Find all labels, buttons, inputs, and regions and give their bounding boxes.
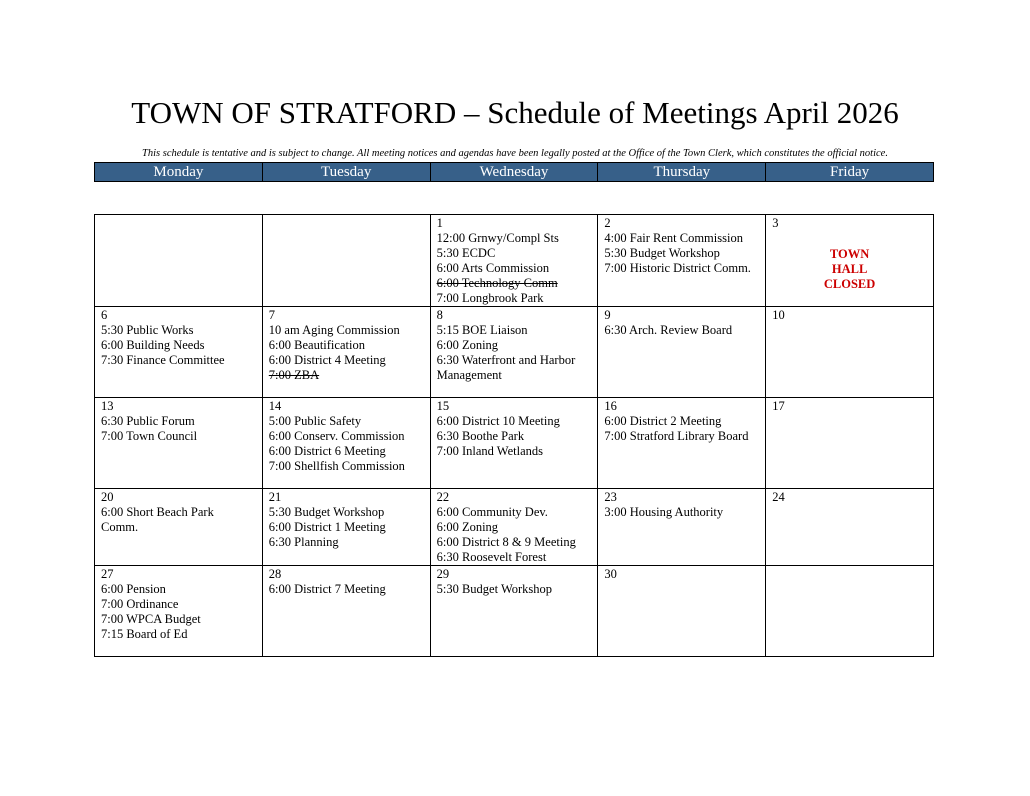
meeting-entry: 6:00 District 1 Meeting xyxy=(268,520,386,534)
meeting-entry: 7:30 Finance Committee xyxy=(101,353,225,367)
meeting-entry: 6:00 Zoning xyxy=(436,338,499,352)
calendar-cell xyxy=(766,215,934,307)
meeting-entry: 4:00 Fair Rent Commission xyxy=(604,231,743,245)
meeting-entry: 5:30 ECDC xyxy=(436,246,496,260)
calendar-cell xyxy=(430,566,598,657)
calendar-cell xyxy=(766,398,934,489)
meeting-entry: 7:00 Ordinance xyxy=(101,597,179,611)
calendar-cell xyxy=(766,307,934,398)
meeting-entry: 6:00 Community Dev. xyxy=(436,505,548,519)
meeting-entry: 6:00 District 7 Meeting xyxy=(268,582,386,596)
meeting-entry: 6:00 Conserv. Commission xyxy=(268,429,405,443)
meeting-entry: 6:00 Pension xyxy=(101,582,166,596)
day-number: 7 xyxy=(268,308,276,322)
calendar-cell xyxy=(598,307,766,398)
meeting-entry: 7:00 Town Council xyxy=(101,429,198,443)
meeting-entry: 6:00 District 2 Meeting xyxy=(604,414,722,428)
closed-notice-line: CLOSED xyxy=(823,277,876,291)
meeting-entry: 7:00 Stratford Library Board xyxy=(604,429,749,443)
disclaimer-note: This schedule is tentative and is subject to change. All meeting notices and agendas have been legally posted at the Office of the Town Clerk, which constitutes the official notice. xyxy=(142,148,888,159)
day-number: 14 xyxy=(268,399,282,413)
calendar-cell xyxy=(262,566,430,657)
day-number: 20 xyxy=(101,490,114,504)
day-number: 9 xyxy=(604,308,611,322)
day-number: 13 xyxy=(101,399,114,413)
calendar-cell xyxy=(766,489,934,566)
meeting-entry: 5:00 Public Safety xyxy=(268,414,362,428)
calendar-cell-empty xyxy=(262,215,430,307)
meeting-entry: 6:00 Arts Commission xyxy=(436,261,550,275)
meeting-entry: 6:30 Boothe Park xyxy=(436,429,525,443)
meeting-entry: 7:00 Inland Wetlands xyxy=(436,444,543,458)
day-number: 29 xyxy=(436,567,450,581)
meeting-entry: 7:00 WPCA Budget xyxy=(101,612,201,626)
weekday-header xyxy=(94,162,934,182)
day-number: 15 xyxy=(436,399,450,413)
calendar-cell xyxy=(262,398,430,489)
meeting-entry: 7:00 Longbrook Park xyxy=(436,291,544,305)
meeting-entry: 6:00 District 4 Meeting xyxy=(268,353,386,367)
meeting-entry: 6:30 Planning xyxy=(268,535,339,549)
calendar-grid xyxy=(94,214,934,657)
day-number: 16 xyxy=(604,399,617,413)
town-hall-closed-notice xyxy=(772,247,927,292)
meeting-entry-cancelled: 7:00 ZBA xyxy=(268,368,320,382)
calendar-week xyxy=(95,566,934,657)
day-number: 22 xyxy=(436,490,450,504)
calendar-week xyxy=(95,398,934,489)
meeting-entry: 6:00 Short Beach Park xyxy=(101,505,214,519)
day-number: 28 xyxy=(268,567,282,581)
calendar-cell xyxy=(430,215,598,307)
meeting-entry: 5:15 BOE Liaison xyxy=(436,323,528,337)
page-title: TOWN OF STRATFORD – Schedule of Meetings April 2026 xyxy=(131,95,899,130)
meeting-entry: 7:00 Historic District Comm. xyxy=(604,261,751,275)
meeting-entry: 7:15 Board of Ed xyxy=(101,627,188,641)
day-number: 6 xyxy=(101,308,108,322)
weekday-thursday: Thursday xyxy=(598,163,766,182)
calendar-cell xyxy=(95,307,263,398)
meeting-entry-cancelled: 6:00 Technology Comm xyxy=(436,276,558,290)
day-number: 27 xyxy=(101,567,114,581)
calendar-cell xyxy=(430,489,598,566)
meeting-entry: 5:30 Budget Workshop xyxy=(268,505,385,519)
calendar-cell xyxy=(95,566,263,657)
weekday-tuesday: Tuesday xyxy=(262,163,430,182)
day-number: 24 xyxy=(772,490,785,504)
day-number: 30 xyxy=(604,567,617,581)
meeting-entry: 6:30 Public Forum xyxy=(101,414,195,428)
calendar-cell xyxy=(598,566,766,657)
day-number: 17 xyxy=(772,399,785,413)
calendar-cell xyxy=(262,489,430,566)
weekday-wednesday: Wednesday xyxy=(430,163,598,182)
calendar-cell xyxy=(598,398,766,489)
day-number: 8 xyxy=(436,308,443,322)
closed-notice-line: TOWN xyxy=(829,247,870,261)
day-number: 21 xyxy=(268,490,282,504)
calendar-cell-empty xyxy=(766,566,934,657)
calendar-cell xyxy=(262,307,430,398)
meeting-entry: 5:30 Public Works xyxy=(101,323,194,337)
meeting-entry: 6:30 Waterfront and Harbor xyxy=(436,353,576,367)
meeting-entry: 10 am Aging Commission xyxy=(268,323,400,337)
meeting-entry: 6:30 Arch. Review Board xyxy=(604,323,733,337)
meeting-entry: 6:00 District 10 Meeting xyxy=(436,414,560,428)
meeting-entry: 6:00 Beautification xyxy=(268,338,365,352)
meeting-entry: 12:00 Grnwy/Compl Sts xyxy=(436,231,559,245)
day-number: 2 xyxy=(604,216,611,230)
weekday-friday: Friday xyxy=(766,163,934,182)
meeting-entry: 5:30 Budget Workshop xyxy=(604,246,720,260)
meeting-entry: 3:00 Housing Authority xyxy=(604,505,724,519)
meeting-entry: 5:30 Budget Workshop xyxy=(436,582,553,596)
meeting-entry: 6:00 Building Needs xyxy=(101,338,205,352)
calendar-week xyxy=(95,489,934,566)
day-number: 10 xyxy=(772,308,785,322)
meeting-entry: 6:00 District 8 & 9 Meeting xyxy=(436,535,576,549)
meeting-entry: Comm. xyxy=(101,520,139,534)
closed-notice-line: HALL xyxy=(831,262,868,276)
day-number: 23 xyxy=(604,490,617,504)
calendar-cell xyxy=(430,398,598,489)
weekday-monday: Monday xyxy=(95,163,263,182)
calendar-cell xyxy=(598,489,766,566)
calendar-week xyxy=(95,307,934,398)
day-number: 1 xyxy=(436,216,443,230)
calendar-cell xyxy=(430,307,598,398)
meeting-entry: 6:30 Roosevelt Forest xyxy=(436,550,547,564)
meeting-entry: 7:00 Shellfish Commission xyxy=(268,459,405,473)
calendar-week xyxy=(95,215,934,307)
day-number: 3 xyxy=(772,216,779,230)
calendar-cell xyxy=(598,215,766,307)
meeting-entry: 6:00 District 6 Meeting xyxy=(268,444,386,458)
calendar-cell xyxy=(95,398,263,489)
meeting-entry: Management xyxy=(436,368,502,382)
calendar-cell xyxy=(95,489,263,566)
calendar-cell-empty xyxy=(95,215,263,307)
meeting-entry: 6:00 Zoning xyxy=(436,520,499,534)
